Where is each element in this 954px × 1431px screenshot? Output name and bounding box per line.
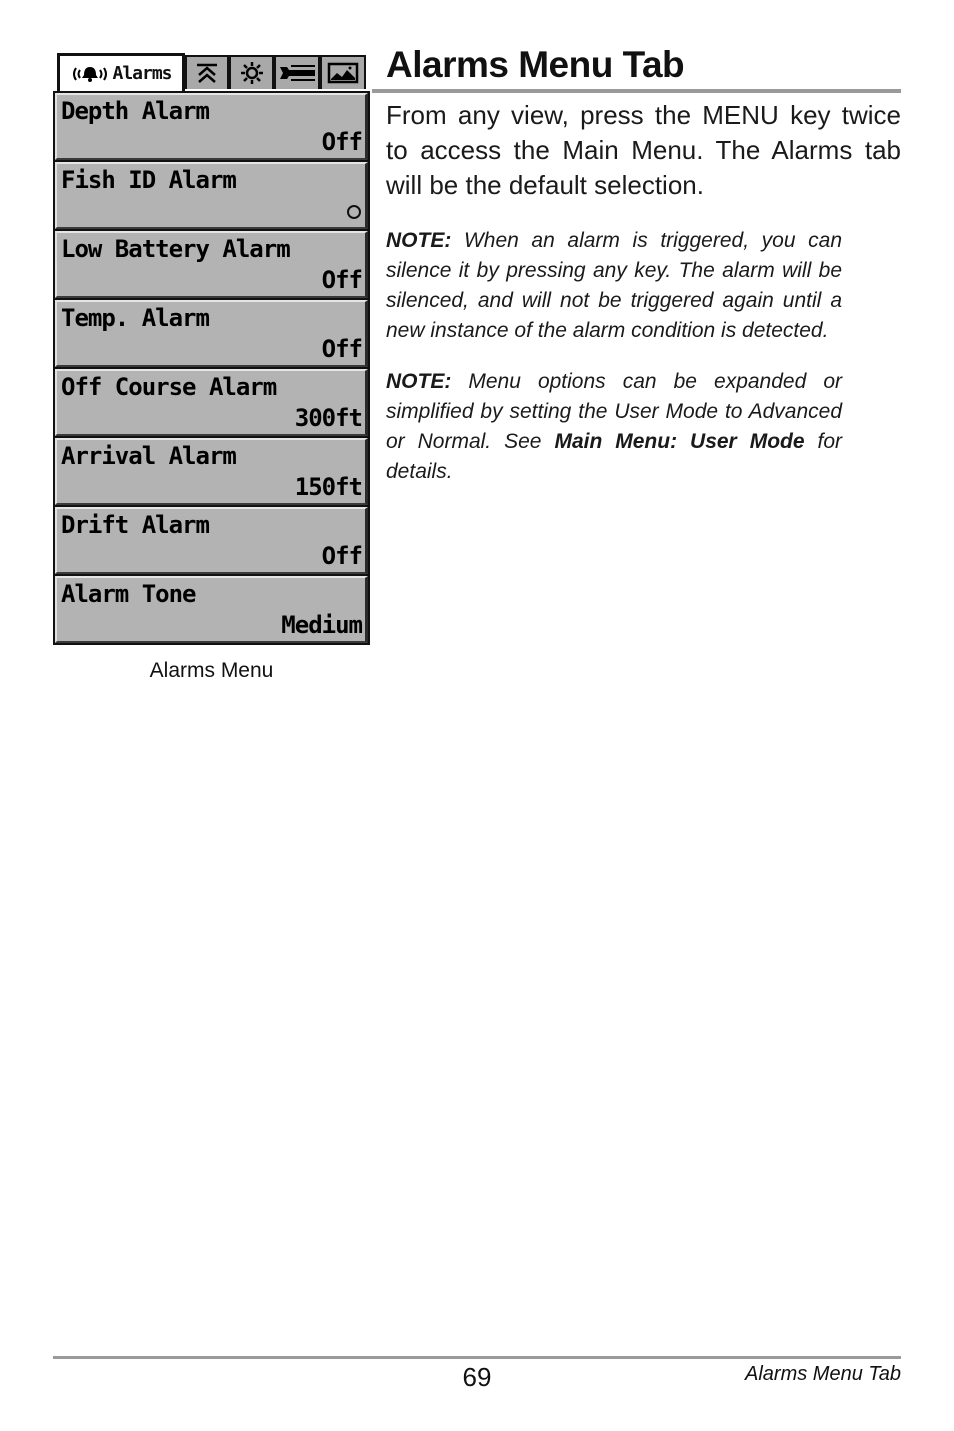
menu-item-drift-alarm[interactable] xyxy=(55,507,368,574)
menu-item-value: Off xyxy=(321,128,362,156)
note-text: When an alarm is triggered, you can silence it by pressing any key. The alarm will be silenced, and will not be triggered again until a new instance of the alarm condition is detected. xyxy=(386,229,842,342)
tab-sonar[interactable] xyxy=(229,55,274,89)
tab-alarms[interactable] xyxy=(57,53,185,91)
menu-item-temp-alarm[interactable] xyxy=(55,300,368,367)
menu-item-label: Off Course Alarm xyxy=(61,373,277,401)
views-icon xyxy=(327,62,359,84)
figure-caption: Alarms Menu xyxy=(149,659,274,682)
alarm-bell-icon xyxy=(70,64,110,84)
note-label: NOTE: xyxy=(386,229,452,252)
navigation-icon xyxy=(194,62,220,84)
note-label: NOTE: xyxy=(386,370,452,393)
intro-paragraph: From any view, press the MENU key twice to access the Main Menu. The Alarms tab will be the default selection. xyxy=(386,100,901,200)
menu-item-value: Off xyxy=(321,542,362,570)
tab-navigation[interactable] xyxy=(185,55,229,89)
tab-setup[interactable] xyxy=(274,55,320,89)
footer-divider xyxy=(53,1356,901,1359)
title-divider xyxy=(372,89,901,93)
menu-item-value: Off xyxy=(321,266,362,294)
note-user-mode xyxy=(386,367,842,487)
menu-item-label: Alarm Tone xyxy=(61,580,196,608)
menu-item-fish-id-alarm[interactable] xyxy=(55,162,368,229)
tab-alarms-label: Alarms xyxy=(112,63,172,84)
menu-item-alarm-tone[interactable] xyxy=(55,576,368,643)
menu-item-off-course-alarm[interactable] xyxy=(55,369,368,436)
menu-item-label: Drift Alarm xyxy=(61,511,209,539)
menu-item-value: 300ft xyxy=(294,404,362,432)
menu-item-value: Off xyxy=(321,335,362,363)
setup-wrench-icon xyxy=(277,62,317,84)
note-silence-alarm xyxy=(386,226,842,346)
menu-item-depth-alarm[interactable] xyxy=(55,93,368,160)
alarms-menu-list xyxy=(53,91,370,645)
menu-item-label: Temp. Alarm xyxy=(61,304,209,332)
menu-item-label: Low Battery Alarm xyxy=(61,235,290,263)
sonar-icon xyxy=(239,61,265,85)
menu-tab-bar xyxy=(53,53,370,91)
menu-item-label: Fish ID Alarm xyxy=(61,166,236,194)
menu-item-value: Medium xyxy=(281,611,362,639)
menu-item-low-battery-alarm[interactable] xyxy=(55,231,368,298)
note-text: Menu options can be expanded or simplified by setting the User Mode to Advanced or Normal. See xyxy=(386,370,842,453)
footer-section-title: Alarms Menu Tab xyxy=(745,1363,901,1385)
menu-item-arrival-alarm[interactable] xyxy=(55,438,368,505)
menu-item-value: 150ft xyxy=(294,473,362,501)
tab-views[interactable] xyxy=(320,55,366,89)
menu-item-label: Depth Alarm xyxy=(61,97,209,125)
note-text: for details. xyxy=(386,430,843,483)
menu-item-label: Arrival Alarm xyxy=(61,442,236,470)
page-title: Alarms Menu Tab xyxy=(386,44,685,85)
cross-reference-link[interactable]: Main Menu: User Mode xyxy=(554,430,805,453)
page-number: 69 xyxy=(462,1362,492,1392)
alarms-menu-figure xyxy=(53,53,370,683)
checkbox-off-icon[interactable] xyxy=(347,205,361,219)
